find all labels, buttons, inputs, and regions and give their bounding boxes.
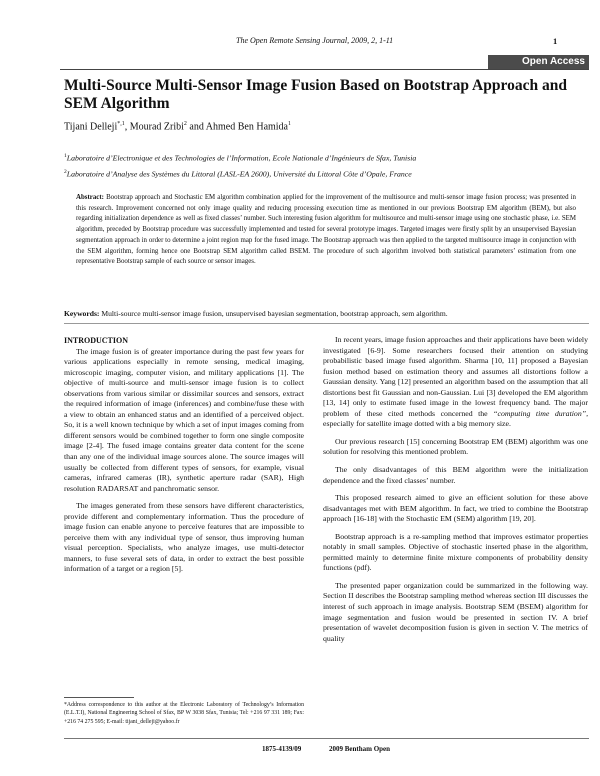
author-marks: 2 [183, 121, 187, 127]
open-access-badge: Open Access [488, 55, 589, 69]
paragraph: The image fusion is of greater importance during the past few years for various applications especially in remote sensing, medical imaging, microscopic imaging, computer vision, and military applications [1]. The objective of multi-source and multi-sensor image fusion is to collect observations from various similar or dissimilar sources and sensors, extract the required information of image (inferences) and combine/fuse these with a view to obtain an enhanced status and an identified of a perceived object. So, it is a well known technique by which a set of input images coming from different sensors would be combined together to form one single composite image [2-4]. The fused image contains greater data content for the scene than any one of the individual image sources alone. The source images will usually be collected from different types of sensors, for example, visual cameras, infrared cameras (IR), synthetic aperture radar (SAR), High resolution RADARSAT and panchromatic sensor. [64, 346, 304, 493]
footnote-rule [64, 697, 134, 698]
paper-title: Multi-Source Multi-Sensor Image Fusion Based on Bootstrap Approach and SEM Algorithm [64, 77, 567, 112]
paragraph: This proposed research aimed to give an efficient solution for these above disadvantages met with BEM algorithm. In fact, we tried to combine the Bootstrap approach [16-18] with the Stochastic EM (SEM) algorithm [19, 20]. [323, 493, 588, 524]
paragraph [323, 335, 588, 430]
emphasis: “computing time duration” [493, 408, 587, 418]
keywords [64, 309, 589, 318]
affiliation-text: Laboratoire d’Analyse des Systèmes du Littoral (LASL-EA 2600), Université du Littoral Côte d’Opale, France [66, 169, 412, 179]
affiliation-text: Laboratoire d’Electronique et des Technologies de l’Information, Ecole Nationale d’Ingénieurs de Sfax, Tunisia [66, 153, 417, 163]
keywords-label: Keywords: [64, 309, 100, 318]
page-number: 1 [553, 36, 558, 46]
paragraph: Bootstrap approach is a re-sampling method that improves estimator properties notably in small samples. Objective of stochastic inserted phase in the algorithm, permitted mainly to determine finite mixture components of probability density functions (pdf). [323, 531, 588, 573]
right-column [323, 335, 588, 644]
author-separator: and [186, 121, 206, 133]
section-heading: INTRODUCTION [64, 336, 129, 345]
author-list [64, 121, 291, 132]
affiliation-1 [64, 153, 416, 163]
paragraph: The images generated from these sensors have different characteristics, provide different and complementary information. Thus the procedure of image fusion can enable anyone to perceive features that are impossible to perceive them with any individual type of sensor, thus improving human visual perception. Specialists, who analyze images, use multi-detector manners, to fuse several sets of data, in order to extract the best possible information of a target or a region [5]. [64, 501, 304, 574]
section-rule [64, 323, 589, 324]
author-name: Tijani Delleji [64, 121, 118, 133]
affiliation-2 [64, 169, 412, 179]
left-column [64, 336, 304, 575]
paragraph-tail: , especially for satellite image dotted with a big memory size. [323, 408, 589, 429]
header-rule [60, 69, 589, 70]
author-marks: *,1 [117, 121, 125, 127]
footer-issn: 1875-4139/09 [262, 745, 302, 753]
affiliation-mark: 2 [64, 169, 67, 175]
footer-copyright: 2009 Bentham Open [329, 745, 391, 753]
keywords-text: Multi-source multi-sensor image fusion, unsupervised bayesian segmentation, bootstrap approach, sem algorithm. [101, 309, 448, 318]
paragraph: The presented paper organization could be summarized in the following way. Section II describes the Bootstrap sampling method whereas section III discusses the interest of such approach in image analysis. Bootstrap SEM (BSEM) algorithm for image segmentation and fusion would be presented in section IV. A brief presentation of wavelet decomposition fusion is given in section V. The metrics of quality [323, 580, 588, 643]
abstract-text: Bootstrap approach and Stochastic EM algorithm combination applied for the improvement of the multisource and multi-sensor image fusion process; was presented in this research. Improvement concerned not only image quality and reducing processing execution time as mentioned in our previous Bootstrap EM algorithm (BEM), but also regarding initialization dependence as well as fixed classes’ number. Such interesting fusion algorithm for multisource and multi-sensor image using one stochastic phase, i.e. SEM algorithm, preceded by Bootstrap procedure was successfully implemented and tested for several prototype images. Targeted images were firstly split by an unsupervised Bayesian segmentation approach in order to determine a joint region map for the fused image. The Bootstrap approach was then applied to the targeted multisource image in conjunction with the SEM algorithm, forming hence one Bootstrap SEM algorithm called BSEM. The procedure of such algorithm involved both statistical parameters’ estimation from one representative Bootstrap sample of each source or sensor images. [76, 194, 576, 266]
paragraph-text: In recent years, image fusion approaches and their applications have been widely investigated [6-9]. Some researchers focused their attention on studying probabilistic based image fused algorithm. Sharma [10, 11] proposed a Bayesian fusion method based on estimation theory and assumes all distortions follow a Gaussian density. Yang [12] presented an algorithm based on the assumption that all distortions best fit Gaussian and non-Gaussian. Lui [3] developed the EM algorithm [13, 14] only to estimate fused image in the lowest frequency band. The major problem of these cited methods concerned the [323, 335, 588, 418]
footer-rule [64, 738, 589, 739]
abstract-label: Abstract: [76, 194, 104, 201]
paragraph: The only disadvantages of this BEM algorithm were the initialization dependence and the fixed classes’ number. [323, 465, 588, 485]
author-name: Mourad Zribi [129, 121, 184, 133]
journal-header: The Open Remote Sensing Journal, 2009, 2, 1-11 [236, 36, 394, 45]
author-separator: , [124, 121, 130, 133]
correspondence-footnote: *Address correspondence to this author at the Electronic Laboratory of Technology’s Information (E.L.T.I), National Engineering School of Sfax, BP W 3038 Sfax, Tunisia; Tel: +216 97 331 189; Fax: +216 74 275 595; E-mail: tijani_delleji@yahoo.fr [64, 702, 304, 725]
affiliation-mark: 1 [64, 153, 67, 159]
author-marks: 1 [288, 121, 291, 127]
author-name: Ahmed Ben Hamida [205, 121, 288, 133]
paragraph: Our previous research [15] concerning Bootstrap EM (BEM) algorithm was one solution for resolving this mentioned problem. [323, 436, 588, 457]
abstract [76, 193, 576, 268]
